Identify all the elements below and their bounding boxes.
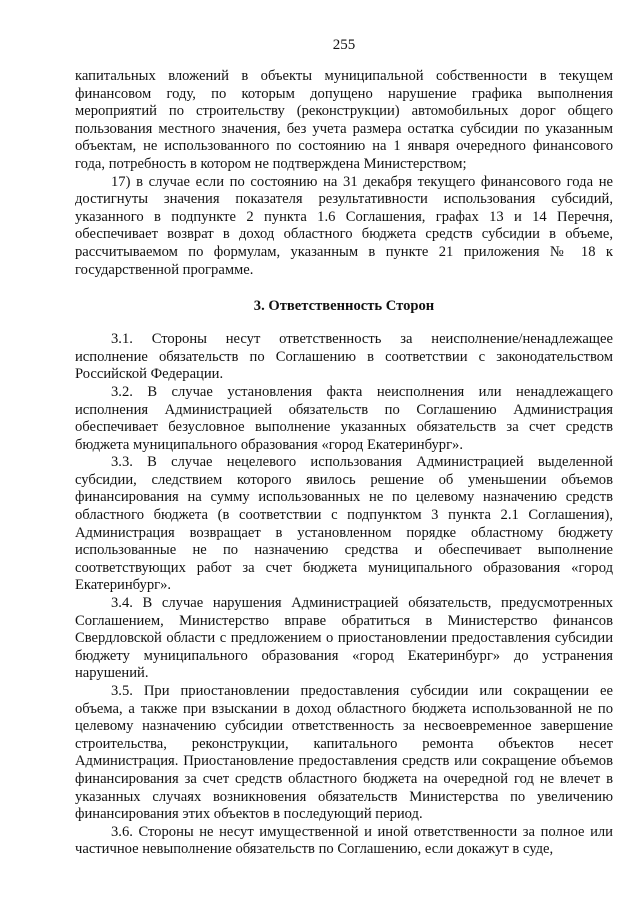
paragraph-3-3: 3.3. В случае нецелевого использования Администрацией выделенной субсидии, следствием которого явилось решение об уменьшении объемов финансирования на сумму использованных не по целевому назначению средств областного бюджета (в соответствии с подпунктом 3 пункта 2.1 Соглашения), Администрация возвращает в установленном порядке областному бюджету использованные не по назначению средства и обеспечивает выполнение соответствующих работ за счет бюджета муниципального образования «город Екатеринбург».	[75, 454, 613, 594]
paragraph-item-17: 17) в случае если по состоянию на 31 декабря текущего финансового года не достигнуты значения показателя результативности использования субсидий, указанного в подпункте 2 пункта 1.6 Соглашения, графах 13 и 14 Перечня, обеспечивает возврат в доход областного бюджета средств субсидии в объеме, рассчитываемом по формулам, указанным в пункте 21 приложения № 18 к государственной программе.	[75, 173, 613, 278]
paragraph-continuation: капитальных вложений в объекты муниципальной собственности в текущем финансовом году, по которым допущено нарушение графика выполнения мероприятий по строительству (реконструкции) автомобильных дорог общего пользования местного значения, без учета размера остатка субсидии по указанным объектам, не использованного по состоянию на 1 января очередного финансового года, потребность в котором не подтверждена Министерством;	[75, 68, 613, 172]
paragraph-3-6: 3.6. Стороны не несут имущественной и иной ответственности за полное или частичное невыполнение обязательств по Соглашению, если докажут в суде,	[75, 823, 613, 858]
paragraph-3-4: 3.4. В случае нарушения Администрацией обязательств, предусмотренных Соглашением, Министерство вправе обратиться в Министерство финансов Свердловской области с предложением о приостановлении предоставления субсидии бюджету муниципального образования «город Екатеринбург» до устранения нарушений.	[75, 595, 613, 682]
section-heading: 3. Ответственность Сторон	[253, 298, 435, 315]
page-number: 255	[332, 37, 356, 53]
paragraph-3-2: 3.2. В случае установления факта неисполнения или ненадлежащего исполнения Администрацией обязательств по Соглашению Администрация обеспечивает безусловное выполнение указанных обязательств за счет средств бюджета муниципального образования «город Екатеринбург».	[75, 383, 613, 453]
paragraph-3-1: 3.1. Стороны несут ответственность за неисполнение/ненадлежащее исполнение обязательств по Соглашению в соответствии с законодательством Российской Федерации.	[75, 331, 613, 383]
paragraph-3-5: 3.5. При приостановлении предоставления субсидии или сокращении ее объема, а также при взыскании в доход областного бюджета использованной не по целевому назначению субсидии ответственность за несвоевременное завершение строительства, реконструкции, капитального ремонта объектов несет Администрация. Приостановление предоставления средств или сокращение объемов финансирования за счет средств областного бюджета на очередной год не влечет в указанных случаях возникновения обязательств Министерства по увеличению финансирования этих объектов в последующий период.	[75, 683, 613, 823]
